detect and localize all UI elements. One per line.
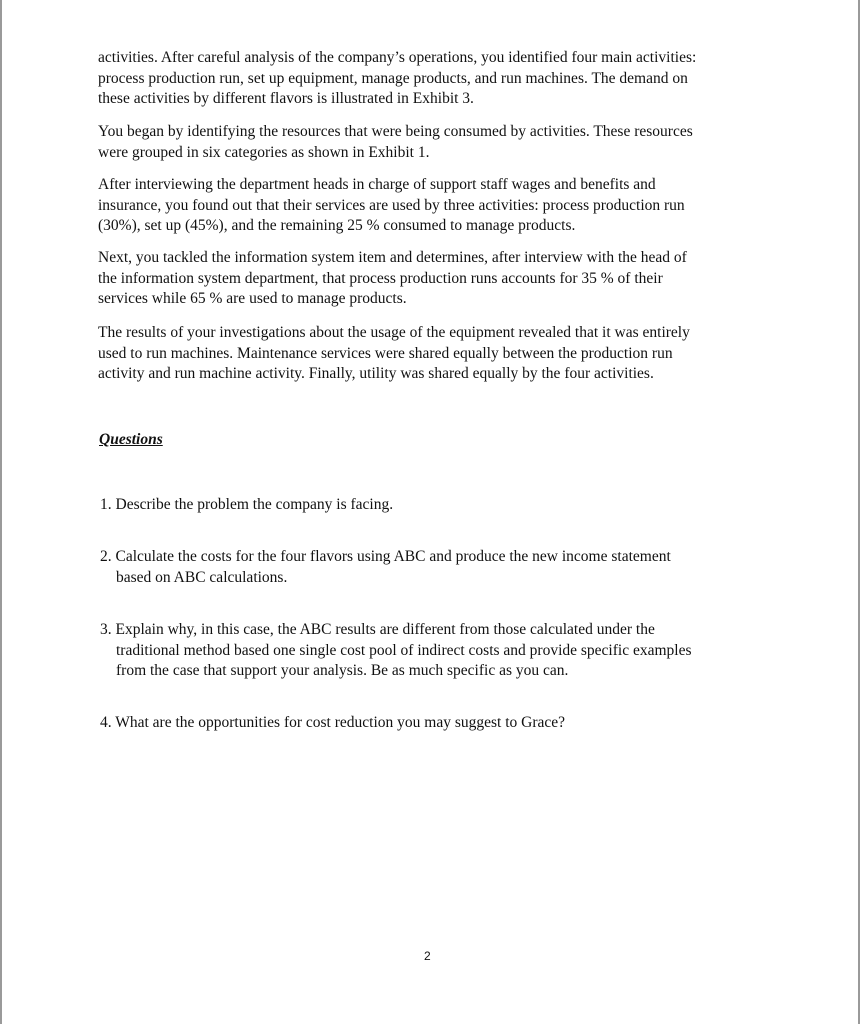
text-line: The results of your investigations about the usage of the equipment revealed that it was entirely	[98, 324, 690, 341]
paragraph-activities	[98, 48, 758, 110]
text-line: insurance, you found out that their services are used by three activities: process production run	[98, 196, 685, 214]
text-line: After interviewing the department heads in charge of support staff wages and benefits and	[98, 176, 656, 193]
paragraph-support-staff	[98, 175, 758, 237]
paragraph-equipment	[98, 323, 758, 385]
text-line: these activities by different flavors is illustrated in Exhibit 3.	[98, 90, 474, 107]
text-line: (30%), set up (45%), and the remaining 25 % consumed to manage products.	[98, 217, 576, 234]
question-item	[100, 620, 760, 682]
page-number: 2	[424, 949, 431, 963]
question-line: 3. Explain why, in this case, the ABC results are different from those calculated under the	[100, 621, 655, 638]
question-item	[100, 495, 760, 516]
question-item	[100, 713, 760, 734]
text-line: Next, you tackled the information system item and determines, after interview with the head of	[98, 249, 687, 266]
text-line: activities. After careful analysis of the company’s operations, you identified four main activities:	[98, 49, 697, 66]
text-line: services while 65 % are used to manage products.	[98, 290, 407, 307]
question-line: based on ABC calculations.	[116, 568, 288, 586]
text-line: activity and run machine activity. Finally, utility was shared equally by the four activities.	[98, 365, 654, 382]
question-item	[100, 547, 760, 588]
text-line: process production run, set up equipment, manage products, and run machines. The demand on	[98, 69, 688, 87]
text-line: used to run machines. Maintenance services were shared equally between the production run	[98, 344, 673, 362]
question-line: 1. Describe the problem the company is facing.	[100, 496, 394, 513]
paragraph-information-system	[98, 248, 758, 310]
questions-heading: Questions	[99, 431, 163, 448]
question-line: 4. What are the opportunities for cost reduction you may suggest to Grace?	[100, 714, 566, 731]
text-line: the information system department, that process production runs accounts for 35 % of their	[98, 269, 663, 287]
text-line: You began by identifying the resources that were being consumed by activities. These resources	[98, 123, 693, 140]
question-line: 2. Calculate the costs for the four flavors using ABC and produce the new income statement	[100, 548, 671, 565]
question-line: traditional method based one single cost pool of indirect costs and provide specific examples	[116, 641, 692, 659]
paragraph-resources	[98, 122, 758, 163]
text-line: were grouped in six categories as shown in Exhibit 1.	[98, 143, 430, 161]
question-line: from the case that support your analysis. Be as much specific as you can.	[116, 662, 569, 679]
